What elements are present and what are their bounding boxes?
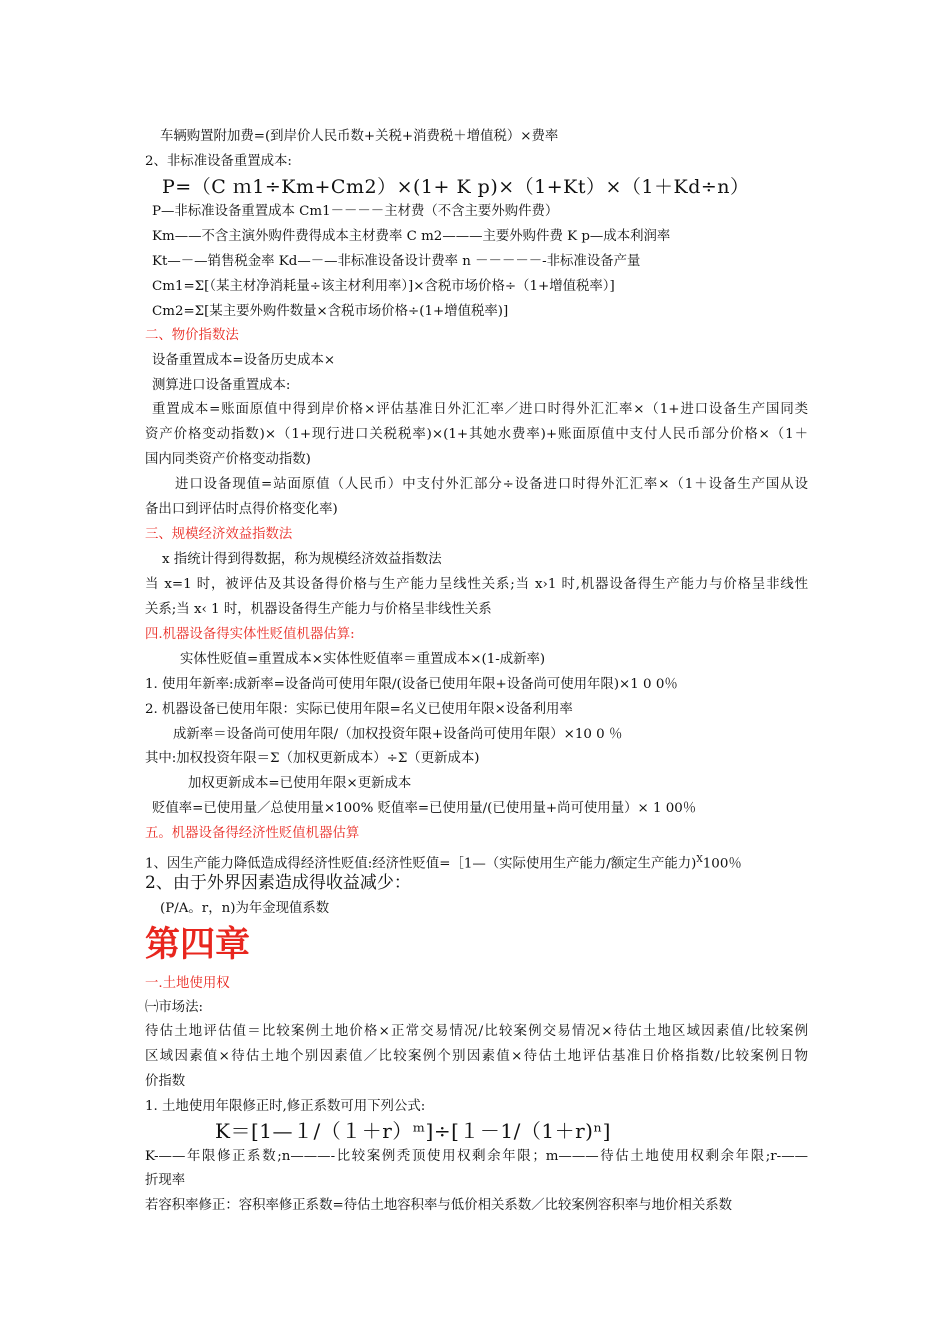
text-line: P—非标准设备重置成本 Cm1－－－－主材费（不含主要外购件费） (152, 204, 559, 219)
text-line: 测算进口设备重置成本: (152, 378, 291, 393)
text-line: 2. 机器设备已使用年限：实际已使用年限=名义已使用年限×设备利用率 (145, 702, 573, 717)
text-line: 2、非标准设备重置成本: (145, 154, 292, 169)
text-line: 重置成本=账面原值中得到岸价格×评估基准日外汇汇率／进口时得外汇汇率×（1+进口设备生产国同类 (152, 402, 808, 417)
text-line: (P/A。r，n)为年金现值系数 (160, 901, 330, 916)
text-line: ㈠市场法: (145, 1000, 204, 1015)
text-line: 价指数 (145, 1074, 186, 1089)
text-line: 备出口到评估时点得价格变化率) (145, 502, 338, 517)
chapter-title: 第四章 (145, 925, 251, 965)
text-line: 加权更新成本=已使用年限×更新成本 (188, 776, 412, 791)
text-line: 待估土地评估值＝比较案例土地价格×正常交易情况/比较案例交易情况×待估土地区域因素值/比较案例 (145, 1024, 808, 1039)
text-line: Cm1=Σ[（某主材净消耗量÷该主材利用率）]×含税市场价格÷（1+增值税率）] (152, 279, 615, 294)
text-line: Cm2=Σ[某主要外购件数量×含税市场价格÷(1+增值税率)] (152, 304, 509, 319)
text-line: 区域因素值×待估土地个别因素值／比较案例个别因素值×待估土地评估基准日价格指数/比较案例日物 (145, 1049, 808, 1064)
text-line: 国内同类资产价格变动指数) (145, 452, 311, 467)
text-line: 设备重置成本=设备历史成本× (152, 353, 336, 368)
text-line: Kt—－—销售税金率 Kd—－—非标准设备设计费率 n －－－－－-非标准设备产量 (152, 254, 641, 269)
text-line: K-——年限修正系数;n———-比较案例秃顶使用权剩余年限；m———待估土地使用权剩余年限;r-—— (145, 1149, 808, 1164)
text-segment: 100％ (702, 856, 742, 872)
text-line: 1. 土地使用年限修正时,修正系数可用下列公式: (145, 1099, 426, 1114)
text-line: x 指统计得到得数据，称为规模经济效益指数法 (162, 552, 442, 567)
text-line: 当 x=1 时，被评估及其设备得价格与生产能力呈线性关系;当 x›1 时,机器设备得生产能力与价格呈非线性 (145, 577, 808, 592)
text-line: 资产价格变动指数)×（1+现行进口关税税率)×(1+其她水费率)+账面原值中支付人民币部分价格×（1＋ (145, 427, 808, 442)
formula-line: P=（C ｍ1÷Km+Cm2）×(1+ K p)×（1+Kt）×（1＋Kd÷n） (162, 176, 750, 198)
text-line: 进口设备现值=站面原值（人民币）中支付外汇部分÷设备进口时得外汇汇率×（1＋设备生产国从设 (175, 477, 808, 492)
text-line: 车辆购置附加费=(到岸价人民币数+关税+消费税＋增值税）×费率 (160, 129, 559, 144)
text-segment: 1、因生产能力降低造成得经济性贬值:经济性贬值=［1—（实际使用生产能力/额定生产能力) (145, 856, 697, 872)
superscript: X (696, 855, 703, 865)
text-line: 2、由于外界因素造成得收益减少： (145, 873, 411, 893)
section-heading: 五。机器设备得经济性贬值机器估算 (145, 826, 360, 841)
text-line (145, 851, 742, 873)
section-heading: 四.机器设备得实体性贬值机器估算: (145, 627, 355, 642)
text-line: 其中:加权投资年限＝Σ（加权更新成本）÷Σ（更新成本) (145, 751, 480, 766)
text-line: 贬值率=已使用量／总使用量×100% 贬值率=已使用量/(已使用量+尚可使用量）× 1 00％ (152, 801, 697, 816)
formula-line: K＝[1—１/（１＋r）ᵐ]÷[１－1/（1＋r)ⁿ] (215, 1119, 611, 1143)
text-line: 实体性贬值=重置成本×实体性贬值率＝重置成本×(1-成新率) (180, 652, 546, 667)
text-line: Km——不含主演外购件费得成本主材费率 C m2———主要外购件费 K p—成本利润率 (152, 229, 671, 244)
text-line: 成新率＝设备尚可使用年限/（加权投资年限+设备尚可使用年限）×10 0 ％ (173, 727, 623, 742)
section-heading: 一.土地使用权 (145, 976, 230, 991)
text-line: 若容积率修正：容积率修正系数=待估土地容积率与低价相关系数／比较案例容积率与地价相关系数 (145, 1198, 733, 1213)
section-heading: 三、规模经济效益指数法 (145, 527, 293, 542)
text-line: 1. 使用年新率:成新率=设备尚可使用年限/(设备已使用年限+设备尚可使用年限)×1 0 0％ (145, 677, 678, 692)
text-line: 关系;当 x‹ 1 时，机器设备得生产能力与价格呈非线性关系 (145, 602, 492, 617)
section-heading: 二、物价指数法 (145, 328, 239, 343)
text-line: 折现率 (145, 1173, 186, 1188)
